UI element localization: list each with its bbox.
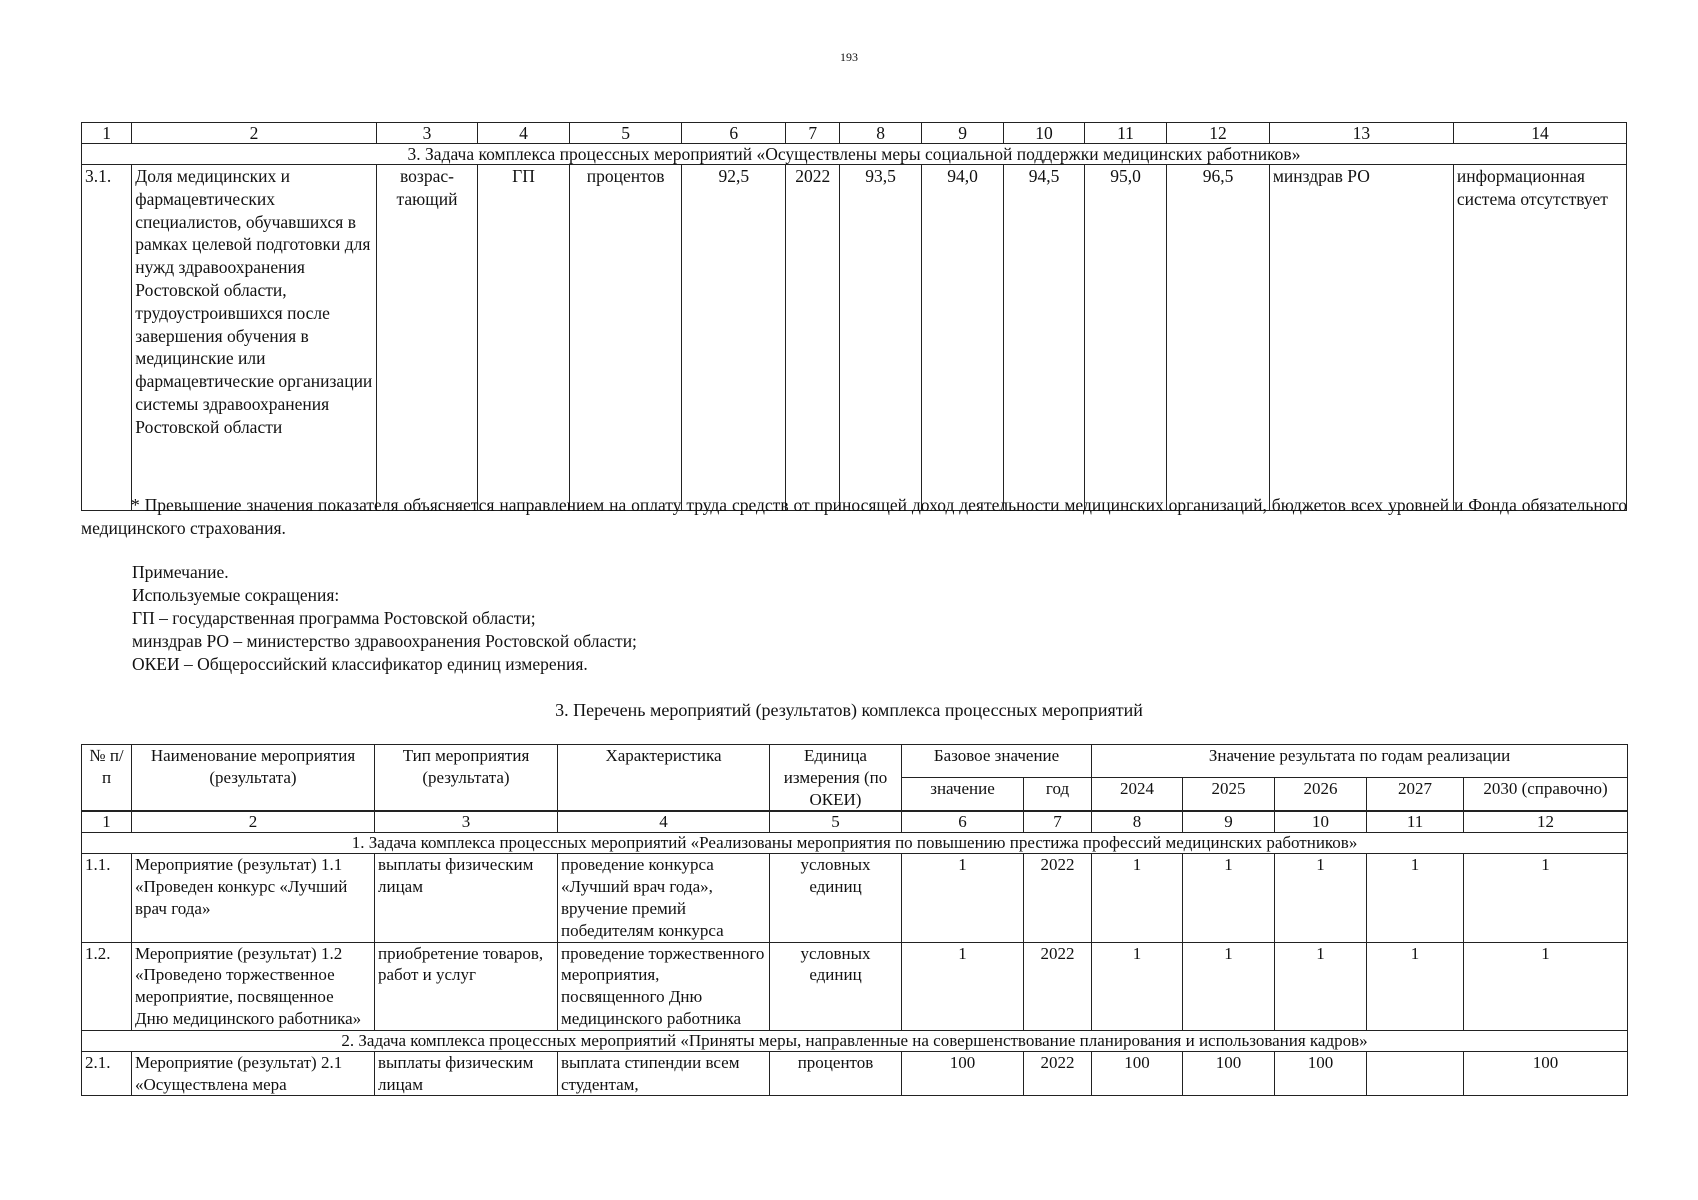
header-characteristic: Характеристика [558, 745, 770, 812]
row-number: 2.1. [82, 1051, 132, 1096]
year-value: 1 [1464, 854, 1628, 942]
header-base-year: год [1024, 778, 1092, 812]
value-cell: 95,0 [1084, 165, 1166, 511]
col-num: 4 [478, 123, 570, 144]
row-number: 3.1. [82, 165, 132, 511]
section-title: 3. Перечень мероприятий (результатов) комплекса процессных мероприятий [555, 700, 1143, 720]
year-value: 1 [1367, 854, 1464, 942]
header-year: 2027 [1367, 778, 1464, 812]
activity-type: приобретение товаров, работ и услуг [375, 942, 558, 1030]
activity-type: выплаты физическим лицам [375, 1051, 558, 1096]
base-year: 2022 [1024, 1051, 1092, 1096]
indicator-level: ГП [478, 165, 570, 511]
year-value: 1 [1183, 942, 1275, 1030]
base-value: 92,5 [682, 165, 786, 511]
year-value: 1 [1275, 854, 1367, 942]
year-value: 100 [1464, 1051, 1628, 1096]
base-year: 2022 [1024, 942, 1092, 1030]
value-cell: 94,0 [921, 165, 1003, 511]
value-cell: 93,5 [840, 165, 921, 511]
year-value: 1 [1092, 942, 1183, 1030]
col-num: 9 [1183, 811, 1275, 833]
col-num: 7 [786, 123, 840, 144]
col-num: 4 [558, 811, 770, 833]
col-num: 11 [1367, 811, 1464, 833]
header-year: 2026 [1275, 778, 1367, 812]
col-num: 2 [132, 811, 375, 833]
activity-unit: условных единиц [770, 854, 902, 942]
col-num: 7 [1024, 811, 1092, 833]
column-number-row [82, 123, 1627, 144]
col-num: 3 [376, 123, 478, 144]
header-year: 2025 [1183, 778, 1275, 812]
col-num: 5 [770, 811, 902, 833]
note-item: ГП – государственная программа Ростовской области; [132, 608, 536, 628]
task-row [82, 1030, 1628, 1051]
col-num: 1 [82, 811, 132, 833]
row-number: 1.1. [82, 854, 132, 942]
activity-characteristic: проведение конкурса «Лучший врач года», вручение премий победителям конкурса [558, 854, 770, 942]
col-num: 9 [921, 123, 1003, 144]
col-num: 12 [1167, 123, 1270, 144]
indicator-unit: процентов [569, 165, 682, 511]
header-base-value: значение [902, 778, 1024, 812]
header-type: Тип мероприятия (результата) [375, 745, 558, 812]
task-title: 2. Задача комплекса процессных мероприятий «Приняты меры, направленные на совершенствование планирования и использования кадров» [82, 1030, 1628, 1051]
base-year: 2022 [1024, 854, 1092, 942]
header-year: 2030 (справочно) [1464, 778, 1628, 812]
activity-characteristic: проведение торжественного мероприятия, посвященного Дню медицинского работника [558, 942, 770, 1030]
col-num: 6 [902, 811, 1024, 833]
col-num: 5 [569, 123, 682, 144]
col-num: 12 [1464, 811, 1628, 833]
info-system: информационная система отсутствует [1453, 165, 1626, 511]
col-num: 8 [840, 123, 921, 144]
footnote: * Превышение значения показателя объясняется направлением на оплату труда средств от приносящей доход деятельности медицинских организаций, бюджетов всех уровней и Фонда обязательного медицинского страхования. [81, 495, 1627, 538]
task-title: 1. Задача комплекса процессных мероприятий «Реализованы мероприятия по повышению престижа профессий медицинских работников» [82, 833, 1628, 854]
header-num: № п/п [82, 745, 132, 812]
year-value: 1 [1367, 942, 1464, 1030]
notes-title: Примечание. [132, 562, 229, 582]
col-num: 2 [132, 123, 376, 144]
col-num: 10 [1275, 811, 1367, 833]
column-number-row [82, 811, 1628, 833]
year-value: 100 [1092, 1051, 1183, 1096]
header-year: 2024 [1092, 778, 1183, 812]
value-cell: 94,5 [1004, 165, 1084, 511]
col-num: 1 [82, 123, 132, 144]
activity-unit: процентов [770, 1051, 902, 1096]
col-num: 10 [1004, 123, 1084, 144]
col-num: 3 [375, 811, 558, 833]
indicator-name: Доля медицинских и фармацевтических специалистов, обучавшихся в рамках целевой подготовки для нужд здравоохранения Ростовской области, трудоустроившихся после завершения обучения в медицинские или фармацевтические организации системы здравоохранения Ростовской области [132, 165, 376, 511]
indicators-table [81, 122, 1627, 511]
value-cell: 96,5 [1167, 165, 1270, 511]
header-base: Базовое значение [902, 745, 1092, 778]
header-unit: Единица измерения (по ОКЕИ) [770, 745, 902, 812]
year-value: 100 [1275, 1051, 1367, 1096]
page-number: 193 [840, 50, 858, 64]
base-year: 2022 [786, 165, 840, 511]
col-num: 6 [682, 123, 786, 144]
activity-unit: условных единиц [770, 942, 902, 1030]
activity-name: Мероприятие (результат) 2.1 «Осуществлена мера [132, 1051, 375, 1096]
activity-name: Мероприятие (результат) 1.2 «Проведено торжественное мероприятие, посвященное Дню медицинского работника» [132, 942, 375, 1030]
col-num: 11 [1084, 123, 1166, 144]
activity-characteristic: выплата стипендии всем студентам, [558, 1051, 770, 1096]
activity-name: Мероприятие (результат) 1.1 «Проведен конкурс «Лучший врач года» [132, 854, 375, 942]
col-num: 8 [1092, 811, 1183, 833]
task-title: 3. Задача комплекса процессных мероприятий «Осуществлены меры социальной поддержки медицинских работников» [82, 144, 1627, 165]
year-value: 1 [1464, 942, 1628, 1030]
table-row [82, 854, 1628, 942]
base-value: 100 [902, 1051, 1024, 1096]
base-value: 1 [902, 942, 1024, 1030]
task-row [82, 833, 1628, 854]
table-row [82, 1051, 1628, 1096]
activities-table [81, 744, 1628, 1096]
header-row [82, 745, 1628, 778]
col-num: 13 [1269, 123, 1453, 144]
base-value: 1 [902, 854, 1024, 942]
table-row [82, 942, 1628, 1030]
notes-block [132, 561, 637, 676]
year-value: 100 [1183, 1051, 1275, 1096]
table-row [82, 165, 1627, 511]
col-num: 14 [1453, 123, 1626, 144]
year-value: 1 [1275, 942, 1367, 1030]
header-years-group: Значение результата по годам реализации [1092, 745, 1628, 778]
task-row [82, 144, 1627, 165]
header-name: Наименование мероприятия (результата) [132, 745, 375, 812]
note-item: ОКЕИ – Общероссийский классификатор единиц измерения. [132, 654, 588, 674]
responsible: минздрав РО [1269, 165, 1453, 511]
activity-type: выплаты физическим лицам [375, 854, 558, 942]
year-value: 1 [1092, 854, 1183, 942]
year-value: 1 [1183, 854, 1275, 942]
note-item: минздрав РО – министерство здравоохранения Ростовской области; [132, 631, 637, 651]
year-value [1367, 1051, 1464, 1096]
row-number: 1.2. [82, 942, 132, 1030]
notes-subtitle: Используемые сокращения: [132, 585, 340, 605]
indicator-direction: возрас-тающий [376, 165, 478, 511]
